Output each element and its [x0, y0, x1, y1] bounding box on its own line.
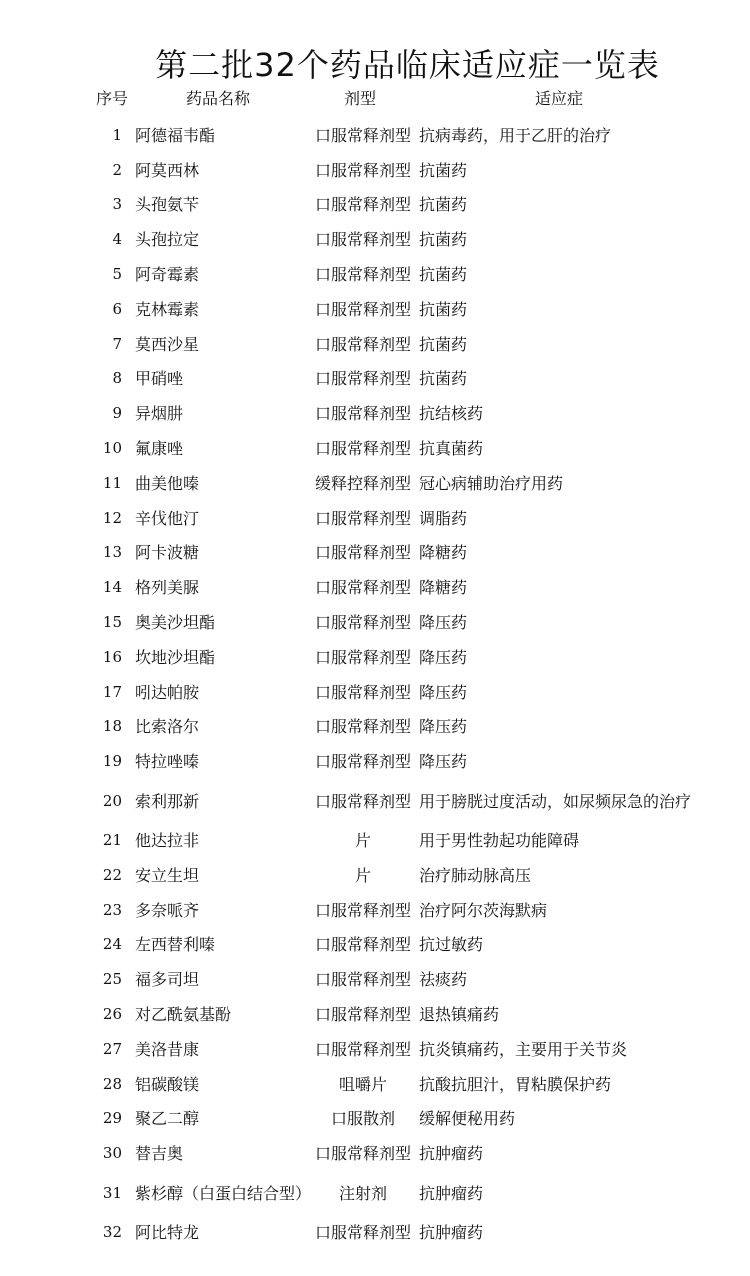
cell-dosage-form: 口服常释剂型: [314, 578, 411, 598]
cell-indication: 降糖药: [419, 543, 468, 563]
cell-drug-name: 对乙酰氨基酚: [135, 1005, 232, 1025]
cell-indication: 降压药: [419, 717, 468, 737]
cell-drug-name: 比索洛尔: [135, 717, 200, 737]
cell-drug-name: 阿奇霉素: [135, 265, 200, 285]
cell-dosage-form: 口服常释剂型: [314, 160, 411, 180]
cell-drug-name: 索利那新: [135, 791, 200, 811]
cell-drug-name: 阿卡波糖: [135, 543, 200, 563]
cell-serial-number: 20: [102, 791, 122, 810]
cell-serial-number: 23: [102, 900, 122, 919]
cell-serial-number: 31: [102, 1183, 122, 1202]
table-row: [0, 1171, 750, 1215]
cell-indication: 降压药: [419, 647, 468, 667]
cell-serial-number: 5: [112, 265, 122, 284]
table-row: [0, 431, 750, 466]
cell-dosage-form: 缓释控释剂型: [314, 473, 411, 493]
cell-dosage-form: 口服常释剂型: [314, 230, 411, 250]
cell-dosage-form: 口服常释剂型: [314, 970, 411, 990]
cell-dosage-form: 口服常释剂型: [314, 125, 411, 145]
table-row: [0, 327, 750, 362]
cell-drug-name: 曲美他嗪: [135, 473, 200, 493]
cell-serial-number: 9: [112, 404, 122, 423]
cell-serial-number: 14: [102, 578, 122, 597]
cell-serial-number: 13: [102, 543, 122, 562]
cell-serial-number: 11: [102, 473, 122, 492]
cell-serial-number: 4: [112, 230, 122, 249]
cell-dosage-form: 口服常释剂型: [314, 613, 411, 633]
cell-drug-name: 阿莫西林: [135, 160, 200, 180]
cell-dosage-form: 口服常释剂型: [314, 682, 411, 702]
table-row: [0, 710, 750, 745]
cell-indication: 抗病毒药，用于乙肝的治疗: [419, 125, 612, 145]
cell-serial-number: 12: [102, 508, 122, 527]
table-row: [0, 605, 750, 640]
cell-indication: 抗菌药: [419, 195, 468, 215]
cell-dosage-form: 口服常释剂型: [314, 791, 411, 811]
table-row: [0, 1136, 750, 1171]
cell-indication: 抗菌药: [419, 265, 468, 285]
cell-indication: 祛痰药: [419, 970, 468, 990]
cell-drug-name: 聚乙二醇: [135, 1109, 200, 1129]
table-row: [0, 893, 750, 928]
cell-serial-number: 8: [112, 369, 122, 388]
cell-dosage-form: 口服常释剂型: [314, 935, 411, 955]
cell-dosage-form: 口服常释剂型: [314, 1223, 411, 1242]
cell-drug-name: 头孢氨苄: [135, 195, 200, 215]
cell-indication: 抗肿瘤药: [419, 1144, 484, 1164]
cell-serial-number: 18: [102, 717, 122, 736]
cell-dosage-form: 口服常释剂型: [314, 439, 411, 459]
table-row: [0, 962, 750, 997]
cell-drug-name: 氟康唑: [135, 439, 184, 459]
cell-drug-name: 替吉奥: [135, 1144, 184, 1164]
cell-indication: 治疗肺动脉高压: [419, 865, 532, 885]
table-row: [0, 362, 750, 397]
cell-serial-number: 2: [112, 160, 122, 179]
table-row: [0, 744, 750, 779]
table-header: [0, 86, 750, 112]
cell-dosage-form: 咀嚼片: [338, 1074, 387, 1094]
table-row: [0, 640, 750, 675]
cell-serial-number: 29: [102, 1109, 122, 1128]
cell-dosage-form: 口服常释剂型: [314, 1005, 411, 1025]
cell-drug-name: 甲硝唑: [135, 369, 184, 389]
cell-serial-number: 3: [112, 195, 122, 214]
cell-drug-name: 辛伐他汀: [135, 508, 200, 528]
cell-drug-name: 特拉唑嗪: [135, 752, 200, 772]
cell-serial-number: 7: [112, 334, 122, 353]
cell-dosage-form: 口服常释剂型: [314, 1039, 411, 1059]
cell-drug-name: 克林霉素: [135, 299, 200, 319]
cell-drug-name: 阿比特龙: [135, 1223, 200, 1242]
cell-dosage-form: 口服常释剂型: [314, 647, 411, 667]
cell-indication: 抗菌药: [419, 230, 468, 250]
cell-indication: 降压药: [419, 682, 468, 702]
cell-indication: 抗过敏药: [419, 935, 484, 955]
cell-indication: 抗真菌药: [419, 439, 484, 459]
cell-serial-number: 25: [102, 970, 122, 989]
cell-dosage-form: 注射剂: [338, 1183, 387, 1203]
table-row: [0, 153, 750, 188]
table-row: [0, 188, 750, 223]
table-row: [0, 118, 750, 153]
cell-dosage-form: 口服常释剂型: [314, 1144, 411, 1164]
table-row: [0, 570, 750, 605]
table-row: [0, 536, 750, 571]
cell-indication: 治疗阿尔茨海默病: [419, 900, 548, 920]
cell-serial-number: 19: [102, 752, 122, 771]
cell-drug-name: 格列美脲: [135, 578, 200, 598]
cell-serial-number: 15: [102, 613, 122, 632]
cell-dosage-form: 口服常释剂型: [314, 717, 411, 737]
cell-drug-name: 福多司坦: [135, 970, 200, 990]
cell-drug-name: 莫西沙星: [135, 334, 200, 354]
cell-indication: 用于男性勃起功能障碍: [419, 831, 580, 851]
cell-indication: 抗菌药: [419, 299, 468, 319]
cell-drug-name: 奥美沙坦酯: [135, 613, 216, 633]
cell-dosage-form: 口服常释剂型: [314, 900, 411, 920]
cell-serial-number: 22: [102, 865, 122, 884]
table-row: [0, 928, 750, 963]
cell-serial-number: 30: [102, 1144, 122, 1163]
cell-serial-number: 16: [102, 647, 122, 666]
table-row: [0, 257, 750, 292]
header-dosage-form: 剂型: [344, 89, 377, 108]
table-row: [0, 675, 750, 710]
header-serial-number: 序号: [96, 89, 129, 108]
table-row: [0, 823, 750, 858]
cell-indication: 抗酸抗胆汁，胃粘膜保护药: [419, 1074, 612, 1094]
table-row: [0, 1067, 750, 1102]
cell-indication: 抗菌药: [419, 334, 468, 354]
page-title: 第二批32个药品临床适应症一览表: [155, 46, 660, 84]
cell-dosage-form: 片: [354, 831, 371, 851]
cell-indication: 抗炎镇痛药，主要用于关节炎: [419, 1039, 628, 1059]
cell-drug-name: 头孢拉定: [135, 230, 200, 250]
cell-dosage-form: 口服常释剂型: [314, 299, 411, 319]
cell-serial-number: 6: [112, 299, 122, 318]
cell-indication: 冠心病辅助治疗用药: [419, 473, 564, 493]
cell-indication: 抗肿瘤药: [419, 1183, 484, 1203]
cell-indication: 抗结核药: [419, 404, 484, 424]
cell-drug-name: 安立生坦: [135, 865, 200, 885]
cell-indication: 缓解便秘用药: [419, 1109, 516, 1129]
table-row: [0, 222, 750, 257]
cell-indication: 降压药: [419, 613, 468, 633]
table-row: [0, 396, 750, 431]
cell-serial-number: 27: [102, 1039, 122, 1058]
cell-serial-number: 26: [102, 1005, 122, 1024]
cell-indication: 抗菌药: [419, 160, 468, 180]
cell-dosage-form: 口服散剂: [330, 1109, 395, 1129]
cell-serial-number: 1: [112, 125, 122, 144]
cell-serial-number: 21: [102, 831, 122, 850]
cell-drug-name: 美洛昔康: [135, 1039, 200, 1059]
cell-drug-name: 紫杉醇（白蛋白结合型）: [135, 1183, 312, 1203]
cell-dosage-form: 口服常释剂型: [314, 369, 411, 389]
cell-serial-number: 28: [102, 1074, 122, 1093]
cell-indication: 抗菌药: [419, 369, 468, 389]
table-row: [0, 292, 750, 327]
header-indication: 适应症: [535, 89, 584, 108]
cell-drug-name: 铝碳酸镁: [135, 1074, 200, 1094]
cell-drug-name: 多奈哌齐: [135, 900, 200, 920]
cell-indication: 降压药: [419, 752, 468, 772]
cell-serial-number: 10: [102, 439, 122, 458]
cell-dosage-form: 口服常释剂型: [314, 334, 411, 354]
table-row: [0, 501, 750, 536]
cell-drug-name: 吲达帕胺: [135, 682, 200, 702]
cell-dosage-form: 口服常释剂型: [314, 508, 411, 528]
cell-dosage-form: 口服常释剂型: [314, 195, 411, 215]
table-row: [0, 997, 750, 1032]
table-row: [0, 1032, 750, 1067]
cell-indication: 调脂药: [419, 508, 468, 528]
cell-indication: 抗肿瘤药: [419, 1223, 484, 1242]
table-row: [0, 466, 750, 501]
cell-drug-name: 左西替利嗪: [135, 935, 216, 955]
cell-drug-name: 阿德福韦酯: [135, 125, 216, 145]
table-row: [0, 858, 750, 893]
drug-table-body: [0, 118, 750, 1250]
cell-indication: 退热镇痛药: [419, 1005, 500, 1025]
cell-serial-number: 32: [102, 1223, 122, 1241]
cell-drug-name: 坎地沙坦酯: [135, 647, 216, 667]
cell-serial-number: 17: [102, 682, 122, 701]
header-drug-name: 药品名称: [186, 89, 251, 108]
cell-drug-name: 他达拉非: [135, 831, 200, 851]
cell-dosage-form: 片: [354, 865, 371, 885]
cell-indication: 用于膀胱过度活动，如尿频尿急的治疗: [419, 791, 692, 811]
table-row: [0, 1102, 750, 1137]
cell-dosage-form: 口服常释剂型: [314, 265, 411, 285]
cell-dosage-form: 口服常释剂型: [314, 752, 411, 772]
table-row: [0, 779, 750, 823]
cell-drug-name: 异烟肼: [135, 404, 184, 424]
cell-indication: 降糖药: [419, 578, 468, 598]
cell-dosage-form: 口服常释剂型: [314, 404, 411, 424]
cell-dosage-form: 口服常释剂型: [314, 543, 411, 563]
cell-serial-number: 24: [102, 935, 122, 954]
table-row: [0, 1215, 750, 1250]
